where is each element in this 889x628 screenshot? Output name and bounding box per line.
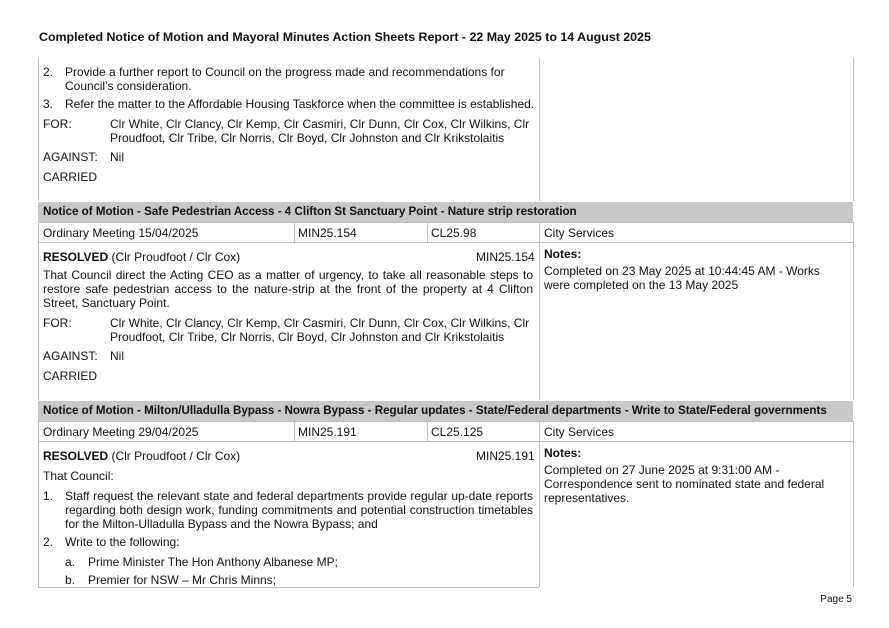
motion-title-band: Notice of Motion - Safe Pedestrian Access - 4 Clifton St Sanctuary Point - Nature strip restoration [38, 202, 853, 222]
minute-number: MIN25.191 [298, 425, 357, 439]
vote-for-list: Clr White, Clr Clancy, Clr Kemp, Clr Casmiri, Clr Dunn, Clr Cox, Clr Wilkins, Clr Proudfoot, Clr Tribe, Clr Norris, Clr Boyd, Clr Johnston and Clr Krikstolaitis [110, 117, 530, 145]
minute-number: MIN25.154 [298, 226, 357, 240]
resolved-movers: (Clr Proudfoot / Clr Cox) [111, 250, 241, 264]
list-number: 3. [43, 97, 54, 111]
vote-result: CARRIED [43, 170, 98, 184]
resolution-text: That Council direct the Acting CEO as a matter of urgency, to take all reasonable steps to restore safe pedestrian access to the nature-strip at the front of the property at 4 Clifton Street, Sanctuary Point. [43, 268, 533, 310]
list-item: Staff request the relevant state and federal departments provide regular up-date reports regarding both design work, funding commitments and potential construction timetables for the Milton-Ulladulla Bypass and the Nowra Bypass; and [65, 489, 533, 531]
notes-cell [539, 222, 854, 400]
row-divider [38, 441, 853, 442]
resolution-cell [38, 222, 540, 400]
notes-label: Notes: [544, 247, 582, 261]
page-number: Page 5 [820, 594, 852, 605]
vote-against-label: AGAINST: [43, 150, 98, 164]
page-title: Completed Notice of Motion and Mayoral Minutes Action Sheets Report - 22 May 2025 to 14 August 2025 [39, 30, 651, 44]
vote-for-list: Clr White, Clr Clancy, Clr Kemp, Clr Casmiri, Clr Dunn, Clr Cox, Clr Wilkins, Clr Proudfoot, Clr Tribe, Clr Norris, Clr Boyd, Clr Johnston and Clr Krikstolaitis [110, 316, 530, 344]
notes-label: Notes: [544, 446, 582, 460]
cell-divider [427, 421, 428, 441]
row-divider [38, 242, 853, 243]
list-item: Write to the following: [65, 535, 180, 549]
sub-list-item: Premier for NSW – Mr Chris Minns; [88, 573, 277, 587]
list-number: 2. [43, 535, 54, 549]
vote-against-value: Nil [110, 349, 124, 363]
cell-divider [294, 222, 295, 242]
department: City Services [544, 425, 615, 439]
resolved-heading [43, 250, 240, 264]
row-divider [38, 587, 539, 588]
list-item: Provide a further report to Council on the progress made and recommendations for Council’s consideration. [65, 65, 505, 93]
cell-divider [294, 421, 295, 441]
clause-number: CL25.98 [431, 226, 477, 240]
list-item: Refer the matter to the Affordable Housing Taskforce when the committee is established. [65, 97, 535, 111]
meeting-date: Ordinary Meeting 29/04/2025 [43, 425, 199, 439]
meeting-date: Ordinary Meeting 15/04/2025 [43, 226, 199, 240]
resolved-movers: (Clr Proudfoot / Clr Cox) [111, 449, 241, 463]
notes-text: Completed on 23 May 2025 at 10:44:45 AM - Works were completed on the 13 May 2025 [544, 264, 820, 292]
resolved-minute: MIN25.154 [476, 250, 535, 264]
resolved-heading [43, 449, 240, 463]
list-number: 2. [43, 65, 54, 79]
sub-list-letter: b. [65, 573, 76, 587]
department: City Services [544, 226, 615, 240]
vote-against-label: AGAINST: [43, 349, 98, 363]
motion-title-band: Notice of Motion - Milton/Ulladulla Bypass - Nowra Bypass - Regular updates - State/Federal departments - Write to State/Federal governments [38, 401, 853, 421]
vote-against-value: Nil [110, 150, 124, 164]
vote-result: CARRIED [43, 369, 98, 383]
resolution-intro: That Council: [43, 469, 114, 483]
clause-number: CL25.125 [431, 425, 484, 439]
notes-text: Completed on 27 June 2025 at 9:31:00 AM - Correspondence sent to nominated state and federal representatives. [544, 463, 825, 505]
resolved-minute: MIN25.191 [476, 449, 535, 463]
resolved-label: RESOLVED [43, 449, 109, 463]
sub-list-letter: a. [65, 555, 76, 569]
vote-for-label: FOR: [43, 117, 72, 131]
vote-for-label: FOR: [43, 316, 72, 330]
resolved-label: RESOLVED [43, 250, 109, 264]
continued-notes-cell [539, 58, 854, 201]
cell-divider [427, 222, 428, 242]
list-number: 1. [43, 489, 54, 503]
sub-list-item: Prime Minister The Hon Anthony Albanese MP; [88, 555, 338, 569]
